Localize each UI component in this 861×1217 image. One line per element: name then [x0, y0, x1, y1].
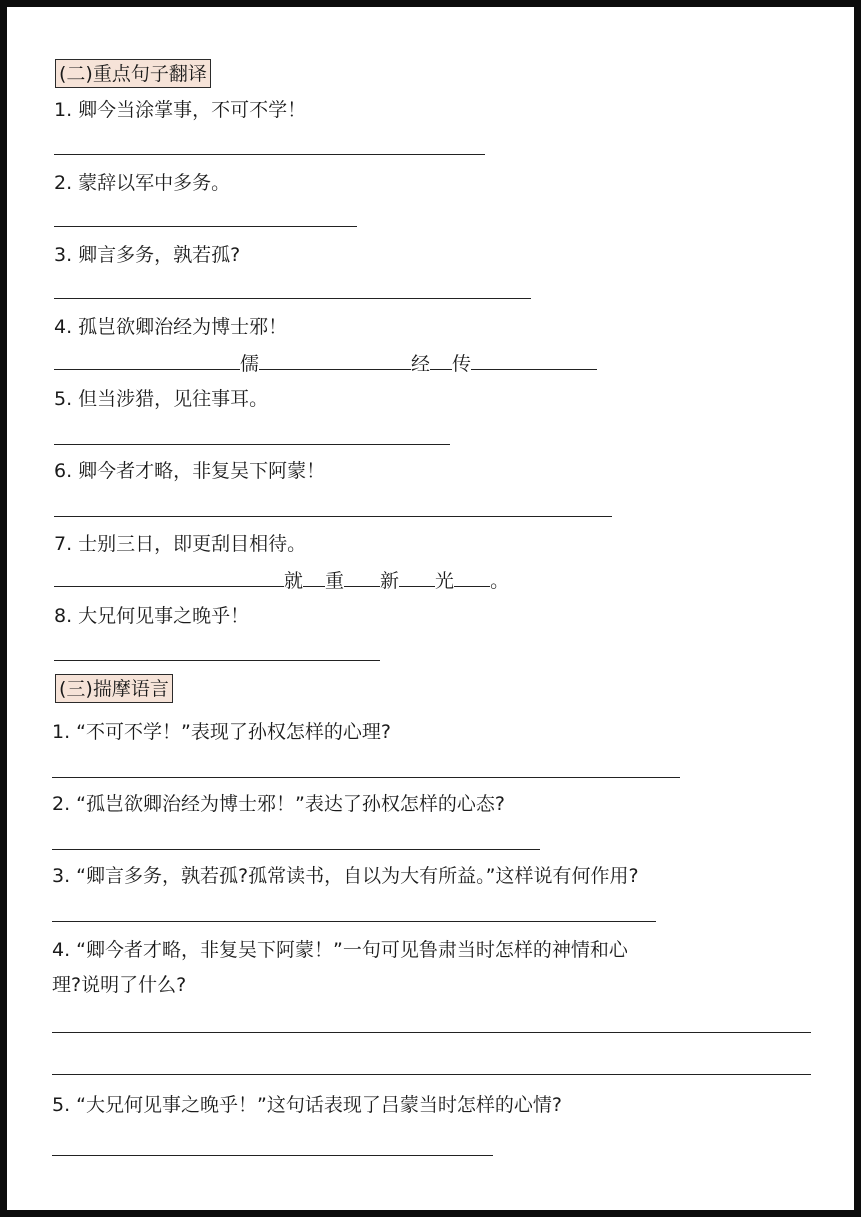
word-label: 就 [284, 570, 304, 592]
translation-question-8: 8. 大兄何见事之晚乎！ [54, 605, 250, 627]
answer-blank[interactable] [399, 566, 435, 587]
word-blank-row-4 [54, 349, 597, 377]
word-label: 光 [435, 570, 455, 592]
language-question-1: 1. “不可不学！”表现了孙权怎样的心理? [52, 721, 391, 743]
language-question-4-line2: 理?说明了什么? [52, 974, 187, 996]
language-question-5: 5. “大兄何见事之晚乎！”这句话表现了吕蒙当时怎样的心情? [52, 1094, 562, 1116]
answer-line-s3-2[interactable] [52, 849, 540, 850]
word-label: 。 [490, 570, 510, 592]
answer-line-6[interactable] [54, 516, 612, 517]
translation-question-4: 4. 孤岂欲卿治经为博士邪！ [54, 316, 288, 338]
answer-line-s3-1[interactable] [52, 777, 680, 778]
translation-question-3: 3. 卿言多务，孰若孤? [54, 244, 241, 266]
answer-blank[interactable] [471, 349, 597, 370]
answer-blank[interactable] [454, 566, 490, 587]
answer-line-8[interactable] [54, 660, 380, 661]
word-label: 经 [411, 353, 431, 375]
answer-line-2[interactable] [54, 226, 357, 227]
translation-question-2: 2. 蒙辞以军中多务。 [54, 172, 231, 194]
answer-blank[interactable] [259, 349, 411, 370]
answer-blank[interactable] [430, 349, 452, 370]
word-label: 儒 [240, 353, 260, 375]
answer-line-s3-5[interactable] [52, 1155, 493, 1156]
worksheet-page [7, 7, 854, 1210]
answer-line-5[interactable] [54, 444, 450, 445]
word-label: 重 [325, 570, 345, 592]
answer-blank[interactable] [344, 566, 380, 587]
answer-line-s3-4a[interactable] [52, 1032, 811, 1033]
section-heading-language: (三)揣摩语言 [55, 674, 173, 703]
translation-question-7: 7. 士别三日，即更刮目相待。 [54, 533, 307, 555]
answer-line-3[interactable] [54, 298, 531, 299]
translation-question-6: 6. 卿今者才略，非复吴下阿蒙！ [54, 460, 326, 482]
answer-line-s3-4b[interactable] [52, 1074, 811, 1075]
answer-blank[interactable] [303, 566, 325, 587]
word-blank-row-7 [54, 566, 509, 594]
answer-blank[interactable] [54, 349, 240, 370]
translation-question-1: 1. 卿今当涂掌事，不可不学！ [54, 99, 307, 121]
language-question-2: 2. “孤岂欲卿治经为博士邪！”表达了孙权怎样的心态? [52, 793, 505, 815]
language-question-4-line1: 4. “卿今者才略，非复吴下阿蒙！”一句可见鲁肃当时怎样的神情和心 [52, 939, 628, 961]
answer-line-s3-3[interactable] [52, 921, 656, 922]
word-label: 新 [380, 570, 400, 592]
answer-line-1[interactable] [54, 154, 485, 155]
translation-question-5: 5. 但当涉猎，见往事耳。 [54, 388, 269, 410]
word-label: 传 [452, 353, 472, 375]
section-heading-translation: (二)重点句子翻译 [55, 59, 211, 88]
language-question-3: 3. “卿言多务，孰若孤?孤常读书，自以为大有所益。”这样说有何作用? [52, 865, 639, 887]
answer-blank[interactable] [54, 566, 284, 587]
